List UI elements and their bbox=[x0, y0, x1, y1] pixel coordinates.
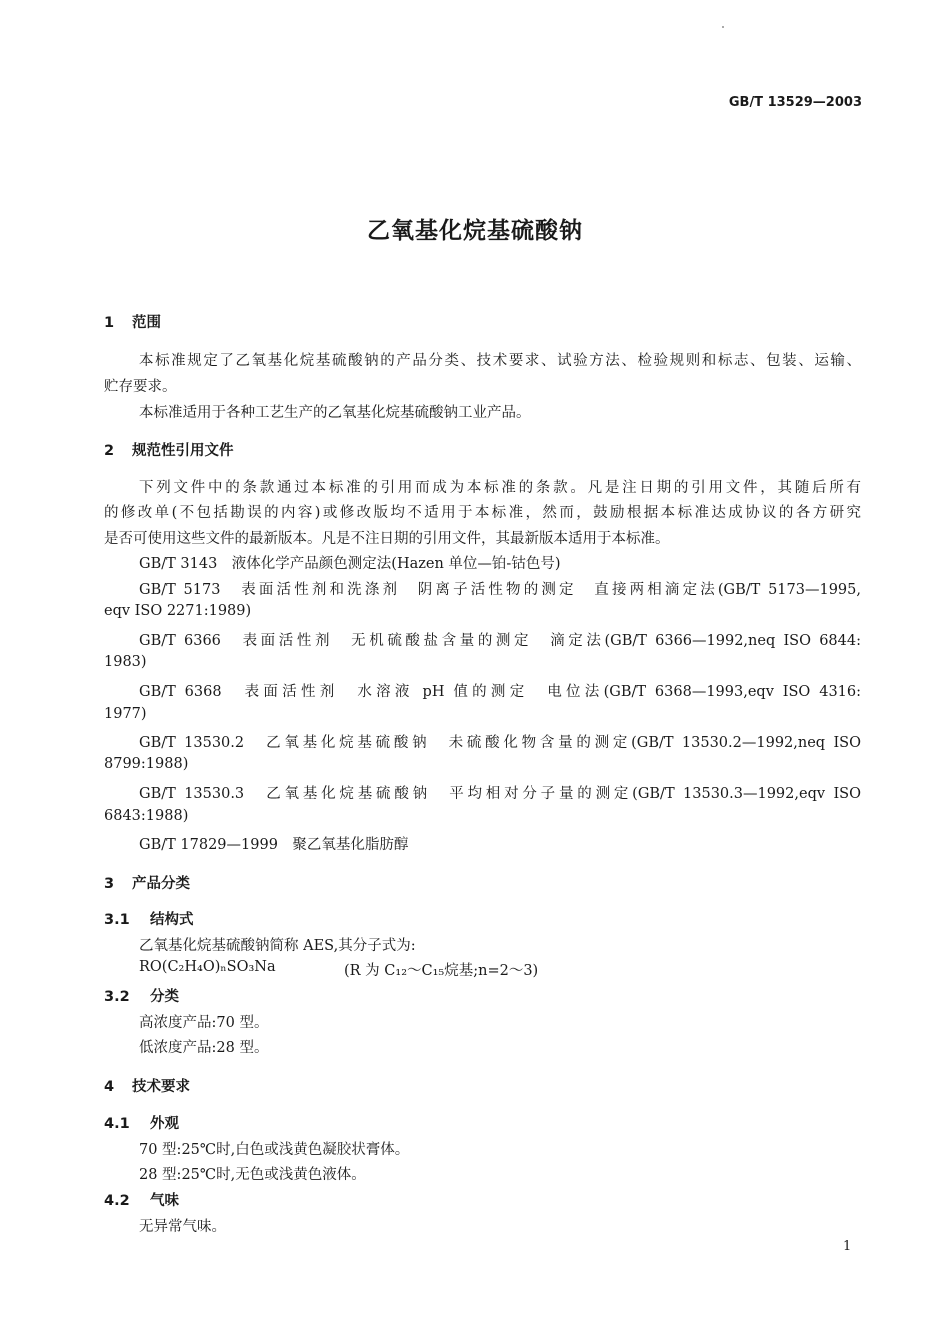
section-number: 1 bbox=[104, 315, 115, 331]
reference-3-line-1: GB/T 6366 表面活性剂 无机硫酸盐含量的测定 滴定法(GB/T 6366—1992,neq ISO 6844: bbox=[139, 633, 861, 649]
section-2-heading bbox=[104, 439, 234, 460]
reference-5-line-2: 8799:1988) bbox=[104, 756, 189, 772]
subsection-title: 结构式 bbox=[150, 912, 194, 928]
section-title: 技术要求 bbox=[132, 1079, 190, 1095]
subsection-number: 4.2 bbox=[104, 1193, 130, 1209]
s1-paragraph-1-line-1: 本标准规定了乙氧基化烷基硫酸钠的产品分类、技术要求、试验方法、检验规则和标志、包装、运输、 bbox=[139, 353, 861, 369]
subsection-4-1-heading bbox=[104, 1112, 179, 1133]
document-title: 乙氧基化烷基硫酸钠 bbox=[367, 218, 583, 244]
reference-2-line-2: eqv ISO 2271:1989) bbox=[104, 603, 252, 619]
subsection-3-2-heading bbox=[104, 985, 179, 1006]
s41-line-2: 28 型:25℃时,无色或浅黄色液体。 bbox=[139, 1167, 366, 1183]
section-4-heading bbox=[104, 1075, 190, 1096]
s2-intro-line-2: 的修改单(不包括勘误的内容)或修改版均不适用于本标准，然而，鼓励根据本标准达成协议的各方研究 bbox=[104, 505, 861, 521]
reference-4-line-1: GB/T 6368 表面活性剂 水溶液 pH 值的测定 电位法(GB/T 6368—1993,eqv ISO 4316: bbox=[139, 684, 861, 700]
s2-intro-line-1: 下列文件中的条款通过本标准的引用而成为本标准的条款。凡是注日期的引用文件，其随后所有 bbox=[139, 480, 861, 496]
s1-paragraph-1-line-2: 贮存要求。 bbox=[104, 379, 177, 395]
subsection-title: 分类 bbox=[150, 989, 179, 1005]
section-title: 规范性引用文件 bbox=[132, 443, 234, 459]
subsection-title: 外观 bbox=[150, 1116, 179, 1132]
subsection-title: 气味 bbox=[150, 1193, 179, 1209]
s41-line-1: 70 型:25℃时,白色或浅黄色凝胶状膏体。 bbox=[139, 1142, 410, 1158]
reference-3-line-2: 1983) bbox=[104, 654, 147, 670]
s2-intro-line-3: 是否可使用这些文件的最新版本。凡是不注日期的引用文件，其最新版本适用于本标准。 bbox=[104, 531, 670, 547]
subsection-3-1-heading bbox=[104, 908, 194, 929]
section-title: 产品分类 bbox=[132, 876, 190, 892]
s1-paragraph-2: 本标准适用于各种工艺生产的乙氧基化烷基硫酸钠工业产品。 bbox=[139, 405, 531, 421]
scan-speck bbox=[722, 26, 724, 28]
page-number: 1 bbox=[843, 1239, 852, 1254]
reference-4-line-2: 1977) bbox=[104, 706, 147, 722]
section-1-heading bbox=[104, 311, 161, 332]
section-number: 4 bbox=[104, 1079, 115, 1095]
section-3-heading bbox=[104, 872, 190, 893]
subsection-number: 3.1 bbox=[104, 912, 130, 928]
s42-line-1: 无异常气味。 bbox=[139, 1219, 226, 1235]
subsection-4-2-heading bbox=[104, 1189, 179, 1210]
molecular-formula: RO(C₂H₄O)ₙSO₃Na bbox=[139, 959, 276, 975]
section-number: 2 bbox=[104, 443, 115, 459]
subsection-number: 3.2 bbox=[104, 989, 130, 1005]
reference-6-line-2: 6843:1988) bbox=[104, 808, 189, 824]
reference-2-line-1: GB/T 5173 表面活性剂和洗涤剂 阴离子活性物的测定 直接两相滴定法(GB/T 5173—1995, bbox=[139, 582, 861, 598]
reference-6-line-1: GB/T 13530.3 乙氧基化烷基硫酸钠 平均相对分子量的测定(GB/T 13530.3—1992,eqv ISO bbox=[139, 786, 861, 802]
subsection-number: 4.1 bbox=[104, 1116, 130, 1132]
section-title: 范围 bbox=[132, 315, 161, 331]
s32-line-1: 高浓度产品:70 型。 bbox=[139, 1015, 269, 1031]
formula-note: (R 为 C₁₂～C₁₅烷基;n=2～3) bbox=[344, 963, 539, 979]
reference-5-line-1: GB/T 13530.2 乙氧基化烷基硫酸钠 未硫酸化物含量的测定(GB/T 13530.2—1992,neq ISO bbox=[139, 735, 861, 751]
standard-number: GB/T 13529—2003 bbox=[728, 95, 862, 110]
reference-1: GB/T 3143 液体化学产品颜色测定法(Hazen 单位—铂-钴色号) bbox=[139, 556, 561, 572]
section-number: 3 bbox=[104, 876, 115, 892]
s32-line-2: 低浓度产品:28 型。 bbox=[139, 1040, 269, 1056]
s31-text: 乙氧基化烷基硫酸钠简称 AES,其分子式为: bbox=[139, 938, 416, 954]
reference-7: GB/T 17829—1999 聚乙氧基化脂肪醇 bbox=[139, 837, 409, 853]
